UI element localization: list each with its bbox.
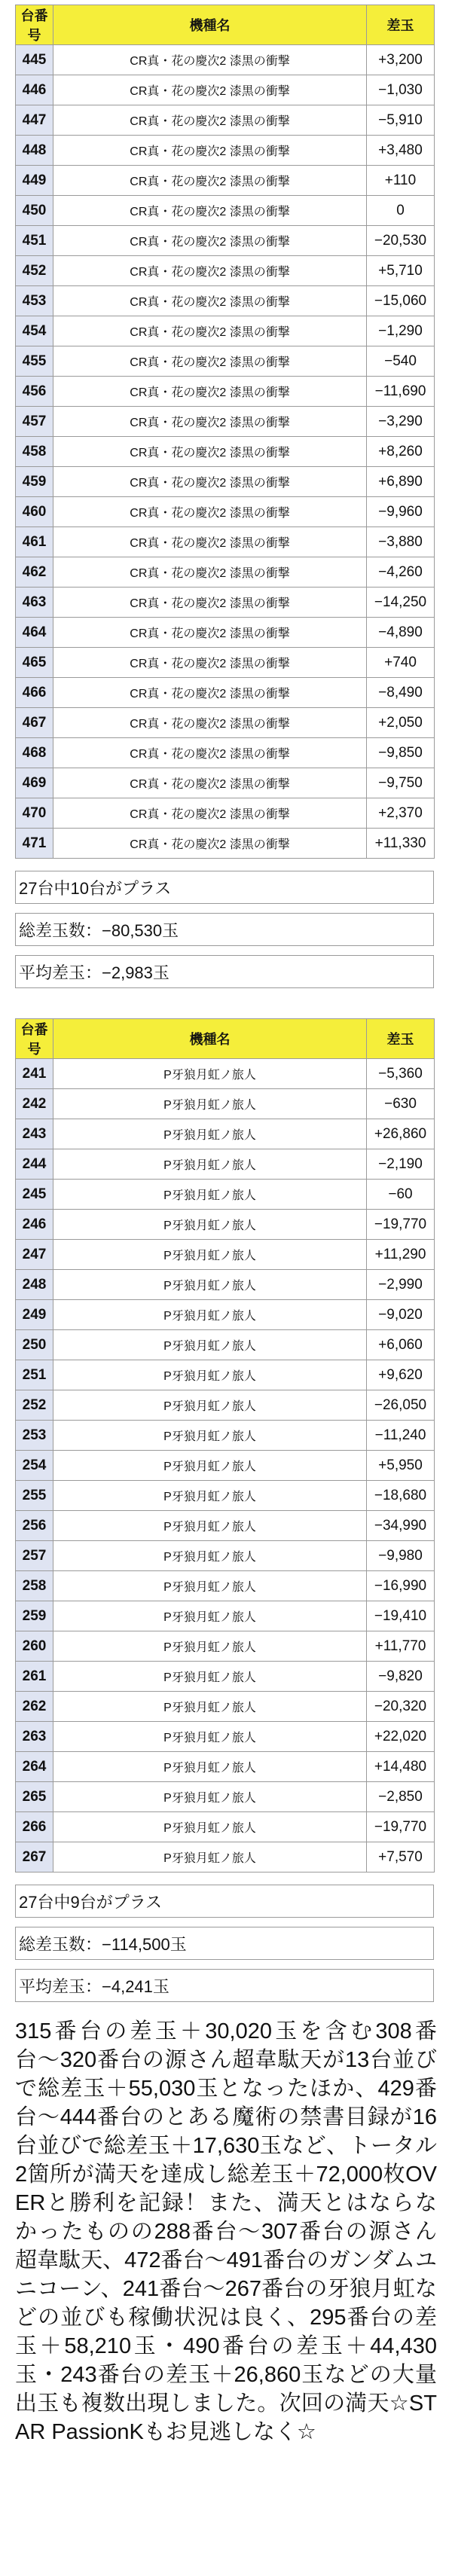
machine-name-cell: P牙狼月虹ノ旅人: [53, 1511, 367, 1541]
table-row: [16, 1240, 435, 1270]
machine-number-cell: 256: [16, 1511, 53, 1541]
machine-number-cell: 252: [16, 1390, 53, 1421]
ball-difference-cell: −4,890: [367, 618, 435, 648]
machine-number-cell: 457: [16, 407, 53, 437]
machine-number-cell: 463: [16, 588, 53, 618]
machine-name-cell: P牙狼月虹ノ旅人: [53, 1722, 367, 1752]
ball-difference-cell: −19,410: [367, 1601, 435, 1631]
ball-difference-cell: +11,330: [367, 829, 435, 859]
header-ball-difference: 差玉: [367, 5, 435, 45]
ball-difference-cell: +6,060: [367, 1330, 435, 1360]
table-row: [16, 1119, 435, 1149]
machine-name-cell: P牙狼月虹ノ旅人: [53, 1662, 367, 1692]
table-row: [16, 136, 435, 166]
machine-name-cell: P牙狼月虹ノ旅人: [53, 1089, 367, 1119]
machine-number-cell: 265: [16, 1782, 53, 1812]
ball-difference-cell: −5,360: [367, 1059, 435, 1089]
table-row: [16, 377, 435, 407]
machine-number-cell: 249: [16, 1300, 53, 1330]
summary-total-difference: 総差玉数：−80,530玉: [15, 913, 434, 946]
machine-name-cell: P牙狼月虹ノ旅人: [53, 1240, 367, 1270]
machine-name-cell: CR真・花の慶次2 漆黒の衝撃: [53, 467, 367, 497]
header-machine-name: 機種名: [53, 1019, 367, 1059]
table-row: [16, 1812, 435, 1842]
ball-difference-cell: +2,370: [367, 798, 435, 829]
table-row: [16, 1511, 435, 1541]
machine-name-cell: CR真・花の慶次2 漆黒の衝撃: [53, 829, 367, 859]
machine-number-cell: 266: [16, 1812, 53, 1842]
ball-difference-cell: −630: [367, 1089, 435, 1119]
table-row: [16, 1390, 435, 1421]
machine-number-cell: 470: [16, 798, 53, 829]
machine-number-cell: 446: [16, 75, 53, 105]
ball-difference-cell: −8,490: [367, 678, 435, 708]
machine-name-cell: P牙狼月虹ノ旅人: [53, 1541, 367, 1571]
machine-number-cell: 465: [16, 648, 53, 678]
table-row: [16, 407, 435, 437]
ball-difference-cell: +7,570: [367, 1842, 435, 1872]
machine-name-cell: CR真・花の慶次2 漆黒の衝撃: [53, 75, 367, 105]
machine-name-cell: P牙狼月虹ノ旅人: [53, 1149, 367, 1180]
table-row: [16, 1180, 435, 1210]
ball-difference-cell: 0: [367, 196, 435, 226]
ball-difference-cell: +3,200: [367, 45, 435, 75]
machine-name-cell: P牙狼月虹ノ旅人: [53, 1451, 367, 1481]
machine-name-cell: P牙狼月虹ノ旅人: [53, 1390, 367, 1421]
header-ball-difference: 差玉: [367, 1019, 435, 1059]
machine-name-cell: P牙狼月虹ノ旅人: [53, 1571, 367, 1601]
ball-difference-cell: +14,480: [367, 1752, 435, 1782]
table-row: [16, 648, 435, 678]
machine-name-cell: CR真・花の慶次2 漆黒の衝撃: [53, 768, 367, 798]
ball-difference-cell: −9,820: [367, 1662, 435, 1692]
ball-difference-cell: −9,850: [367, 738, 435, 768]
table-row: [16, 618, 435, 648]
machine-name-cell: CR真・花の慶次2 漆黒の衝撃: [53, 286, 367, 316]
machine-name-cell: CR真・花の慶次2 漆黒の衝撃: [53, 527, 367, 557]
machine-table-keiji: [15, 5, 435, 859]
ball-difference-cell: −9,980: [367, 1541, 435, 1571]
ball-difference-cell: −2,990: [367, 1270, 435, 1300]
table-row: [16, 1782, 435, 1812]
machine-name-cell: P牙狼月虹ノ旅人: [53, 1782, 367, 1812]
table-row: [16, 226, 435, 256]
machine-name-cell: P牙狼月虹ノ旅人: [53, 1601, 367, 1631]
machine-number-cell: 464: [16, 618, 53, 648]
summary-average-difference: 平均差玉：−4,241玉: [15, 1969, 434, 2002]
table-row: [16, 1421, 435, 1451]
machine-number-cell: 451: [16, 226, 53, 256]
machine-name-cell: P牙狼月虹ノ旅人: [53, 1752, 367, 1782]
ball-difference-cell: −1,030: [367, 75, 435, 105]
machine-name-cell: P牙狼月虹ノ旅人: [53, 1692, 367, 1722]
machine-name-cell: P牙狼月虹ノ旅人: [53, 1481, 367, 1511]
ball-difference-cell: −11,690: [367, 377, 435, 407]
ball-difference-cell: −20,320: [367, 1692, 435, 1722]
machine-name-cell: P牙狼月虹ノ旅人: [53, 1059, 367, 1089]
machine-number-cell: 264: [16, 1752, 53, 1782]
machine-name-cell: CR真・花の慶次2 漆黒の衝撃: [53, 588, 367, 618]
machine-name-cell: CR真・花の慶次2 漆黒の衝撃: [53, 166, 367, 196]
table-row: [16, 75, 435, 105]
machine-number-cell: 251: [16, 1360, 53, 1390]
machine-name-cell: CR真・花の慶次2 漆黒の衝撃: [53, 346, 367, 377]
machine-number-cell: 257: [16, 1541, 53, 1571]
ball-difference-cell: +8,260: [367, 437, 435, 467]
machine-name-cell: P牙狼月虹ノ旅人: [53, 1360, 367, 1390]
machine-number-cell: 253: [16, 1421, 53, 1451]
machine-name-cell: CR真・花の慶次2 漆黒の衝撃: [53, 708, 367, 738]
ball-difference-cell: −11,240: [367, 1421, 435, 1451]
ball-difference-cell: +22,020: [367, 1722, 435, 1752]
machine-number-cell: 461: [16, 527, 53, 557]
machine-name-cell: CR真・花の慶次2 漆黒の衝撃: [53, 226, 367, 256]
machine-name-cell: P牙狼月虹ノ旅人: [53, 1842, 367, 1872]
ball-difference-cell: −18,680: [367, 1481, 435, 1511]
ball-difference-cell: −9,960: [367, 497, 435, 527]
machine-name-cell: CR真・花の慶次2 漆黒の衝撃: [53, 316, 367, 346]
table-row: [16, 1360, 435, 1390]
table-row: [16, 1752, 435, 1782]
ball-difference-cell: +6,890: [367, 467, 435, 497]
table-row: [16, 829, 435, 859]
ball-difference-cell: −26,050: [367, 1390, 435, 1421]
table-row: [16, 196, 435, 226]
ball-difference-cell: +26,860: [367, 1119, 435, 1149]
machine-number-cell: 245: [16, 1180, 53, 1210]
machine-number-cell: 469: [16, 768, 53, 798]
ball-difference-cell: +110: [367, 166, 435, 196]
table-row: [16, 1662, 435, 1692]
machine-number-cell: 452: [16, 256, 53, 286]
table-header-row: [16, 5, 435, 45]
machine-name-cell: CR真・花の慶次2 漆黒の衝撃: [53, 437, 367, 467]
table-row: [16, 1631, 435, 1662]
ball-difference-cell: −9,750: [367, 768, 435, 798]
machine-number-cell: 247: [16, 1240, 53, 1270]
machine-number-cell: 448: [16, 136, 53, 166]
machine-name-cell: P牙狼月虹ノ旅人: [53, 1330, 367, 1360]
machine-number-cell: 450: [16, 196, 53, 226]
machine-name-cell: CR真・花の慶次2 漆黒の衝撃: [53, 407, 367, 437]
table-row: [16, 1300, 435, 1330]
machine-name-cell: P牙狼月虹ノ旅人: [53, 1119, 367, 1149]
machine-number-cell: 466: [16, 678, 53, 708]
table-row: [16, 1210, 435, 1240]
ball-difference-cell: +5,950: [367, 1451, 435, 1481]
table-row: [16, 166, 435, 196]
ball-difference-cell: −14,250: [367, 588, 435, 618]
table-row: [16, 768, 435, 798]
machine-number-cell: 445: [16, 45, 53, 75]
report-paragraph: 315番台の差玉＋30,020玉を含む308番台〜320番台の源さん超韋駄天が13台並びで総差玉＋55,030玉となったほか、429番台〜444番台のとある魔術の禁書目録が16台並びで総差玉＋17,630玉など、トータル2箇所が満天を達成し総差玉＋72,000枚OVERと勝利を記録！また、満天とはならなかったものの288番台〜307番台の源さん超韋駄天、472番台〜491番台のガンダムユニコーン、241番台〜267番台の牙狼月虹などの並びも稼働状況は良く、295番台の差玉＋58,210玉・490番台の差玉＋44,430玉・243番台の差玉＋26,860玉などの大量出玉も複数出現しました。次回の満天☆STAR PassionKもお見逃しなく☆: [15, 2019, 437, 2444]
table-row: [16, 1722, 435, 1752]
machine-name-cell: P牙狼月虹ノ旅人: [53, 1300, 367, 1330]
header-machine-number: 台番号: [16, 5, 53, 45]
machine-number-cell: 258: [16, 1571, 53, 1601]
table-row: [16, 1451, 435, 1481]
ball-difference-cell: −16,990: [367, 1571, 435, 1601]
ball-difference-cell: +740: [367, 648, 435, 678]
table-row: [16, 1059, 435, 1089]
machine-name-cell: P牙狼月虹ノ旅人: [53, 1421, 367, 1451]
ball-difference-cell: −5,910: [367, 105, 435, 136]
table-row: [16, 1601, 435, 1631]
machine-number-cell: 262: [16, 1692, 53, 1722]
machine-name-cell: CR真・花の慶次2 漆黒の衝撃: [53, 45, 367, 75]
table-header-row: [16, 1019, 435, 1059]
ball-difference-cell: −34,990: [367, 1511, 435, 1541]
summary-total-difference: 総差玉数：−114,500玉: [15, 1927, 434, 1960]
summary-average-difference: 平均差玉：−2,983玉: [15, 955, 434, 988]
machine-number-cell: 455: [16, 346, 53, 377]
machine-number-cell: 242: [16, 1089, 53, 1119]
table-row: [16, 316, 435, 346]
machine-number-cell: 246: [16, 1210, 53, 1240]
table-row: [16, 557, 435, 588]
table-row: [16, 467, 435, 497]
table-row: [16, 1692, 435, 1722]
ball-difference-cell: −60: [367, 1180, 435, 1210]
machine-name-cell: CR真・花の慶次2 漆黒の衝撃: [53, 678, 367, 708]
table-row: [16, 286, 435, 316]
ball-difference-cell: −19,770: [367, 1812, 435, 1842]
table-row: [16, 1330, 435, 1360]
ball-difference-cell: +9,620: [367, 1360, 435, 1390]
table-row: [16, 1089, 435, 1119]
machine-table-garo: [15, 1018, 435, 1872]
table-row: [16, 1571, 435, 1601]
machine-name-cell: CR真・花の慶次2 漆黒の衝撃: [53, 798, 367, 829]
ball-difference-cell: +2,050: [367, 708, 435, 738]
machine-name-cell: CR真・花の慶次2 漆黒の衝撃: [53, 377, 367, 407]
machine-number-cell: 458: [16, 437, 53, 467]
machine-number-cell: 467: [16, 708, 53, 738]
summary-plus-count: 27台中10台がプラス: [15, 871, 434, 904]
machine-name-cell: P牙狼月虹ノ旅人: [53, 1812, 367, 1842]
ball-difference-cell: −2,850: [367, 1782, 435, 1812]
table-row: [16, 346, 435, 377]
machine-number-cell: 243: [16, 1119, 53, 1149]
machine-number-cell: 449: [16, 166, 53, 196]
ball-difference-cell: −9,020: [367, 1300, 435, 1330]
machine-number-cell: 254: [16, 1451, 53, 1481]
table-row: [16, 588, 435, 618]
table-row: [16, 105, 435, 136]
table-row: [16, 437, 435, 467]
header-machine-name: 機種名: [53, 5, 367, 45]
table-row: [16, 678, 435, 708]
machine-name-cell: CR真・花の慶次2 漆黒の衝撃: [53, 105, 367, 136]
machine-name-cell: CR真・花の慶次2 漆黒の衝撃: [53, 557, 367, 588]
ball-difference-cell: −3,290: [367, 407, 435, 437]
table-row: [16, 527, 435, 557]
machine-number-cell: 261: [16, 1662, 53, 1692]
machine-number-cell: 259: [16, 1601, 53, 1631]
table-row: [16, 45, 435, 75]
ball-difference-cell: −1,290: [367, 316, 435, 346]
summary-plus-count: 27台中9台がプラス: [15, 1885, 434, 1918]
machine-number-cell: 248: [16, 1270, 53, 1300]
table-row: [16, 708, 435, 738]
table-row: [16, 738, 435, 768]
machine-number-cell: 250: [16, 1330, 53, 1360]
table-row: [16, 256, 435, 286]
machine-number-cell: 471: [16, 829, 53, 859]
machine-name-cell: P牙狼月虹ノ旅人: [53, 1631, 367, 1662]
machine-name-cell: P牙狼月虹ノ旅人: [53, 1270, 367, 1300]
machine-name-cell: CR真・花の慶次2 漆黒の衝撃: [53, 196, 367, 226]
machine-number-cell: 453: [16, 286, 53, 316]
ball-difference-cell: −15,060: [367, 286, 435, 316]
table-row: [16, 1149, 435, 1180]
machine-name-cell: CR真・花の慶次2 漆黒の衝撃: [53, 738, 367, 768]
table-row: [16, 798, 435, 829]
table-row: [16, 1270, 435, 1300]
machine-number-cell: 260: [16, 1631, 53, 1662]
machine-number-cell: 244: [16, 1149, 53, 1180]
machine-number-cell: 456: [16, 377, 53, 407]
ball-difference-cell: −540: [367, 346, 435, 377]
machine-number-cell: 454: [16, 316, 53, 346]
ball-difference-cell: −3,880: [367, 527, 435, 557]
ball-difference-cell: −20,530: [367, 226, 435, 256]
machine-number-cell: 447: [16, 105, 53, 136]
machine-name-cell: CR真・花の慶次2 漆黒の衝撃: [53, 618, 367, 648]
machine-name-cell: P牙狼月虹ノ旅人: [53, 1210, 367, 1240]
table-row: [16, 1541, 435, 1571]
ball-difference-cell: −4,260: [367, 557, 435, 588]
machine-number-cell: 468: [16, 738, 53, 768]
header-machine-number: 台番号: [16, 1019, 53, 1059]
machine-name-cell: CR真・花の慶次2 漆黒の衝撃: [53, 497, 367, 527]
table-row: [16, 1481, 435, 1511]
machine-number-cell: 459: [16, 467, 53, 497]
machine-name-cell: CR真・花の慶次2 漆黒の衝撃: [53, 136, 367, 166]
ball-difference-cell: +11,770: [367, 1631, 435, 1662]
machine-name-cell: P牙狼月虹ノ旅人: [53, 1180, 367, 1210]
ball-difference-cell: +3,480: [367, 136, 435, 166]
ball-difference-cell: +11,290: [367, 1240, 435, 1270]
table-row: [16, 1842, 435, 1872]
machine-number-cell: 263: [16, 1722, 53, 1752]
machine-number-cell: 241: [16, 1059, 53, 1089]
machine-number-cell: 460: [16, 497, 53, 527]
ball-difference-cell: −19,770: [367, 1210, 435, 1240]
table-row: [16, 497, 435, 527]
machine-name-cell: CR真・花の慶次2 漆黒の衝撃: [53, 256, 367, 286]
ball-difference-cell: +5,710: [367, 256, 435, 286]
machine-number-cell: 267: [16, 1842, 53, 1872]
machine-number-cell: 255: [16, 1481, 53, 1511]
machine-number-cell: 462: [16, 557, 53, 588]
ball-difference-cell: −2,190: [367, 1149, 435, 1180]
machine-name-cell: CR真・花の慶次2 漆黒の衝撃: [53, 648, 367, 678]
